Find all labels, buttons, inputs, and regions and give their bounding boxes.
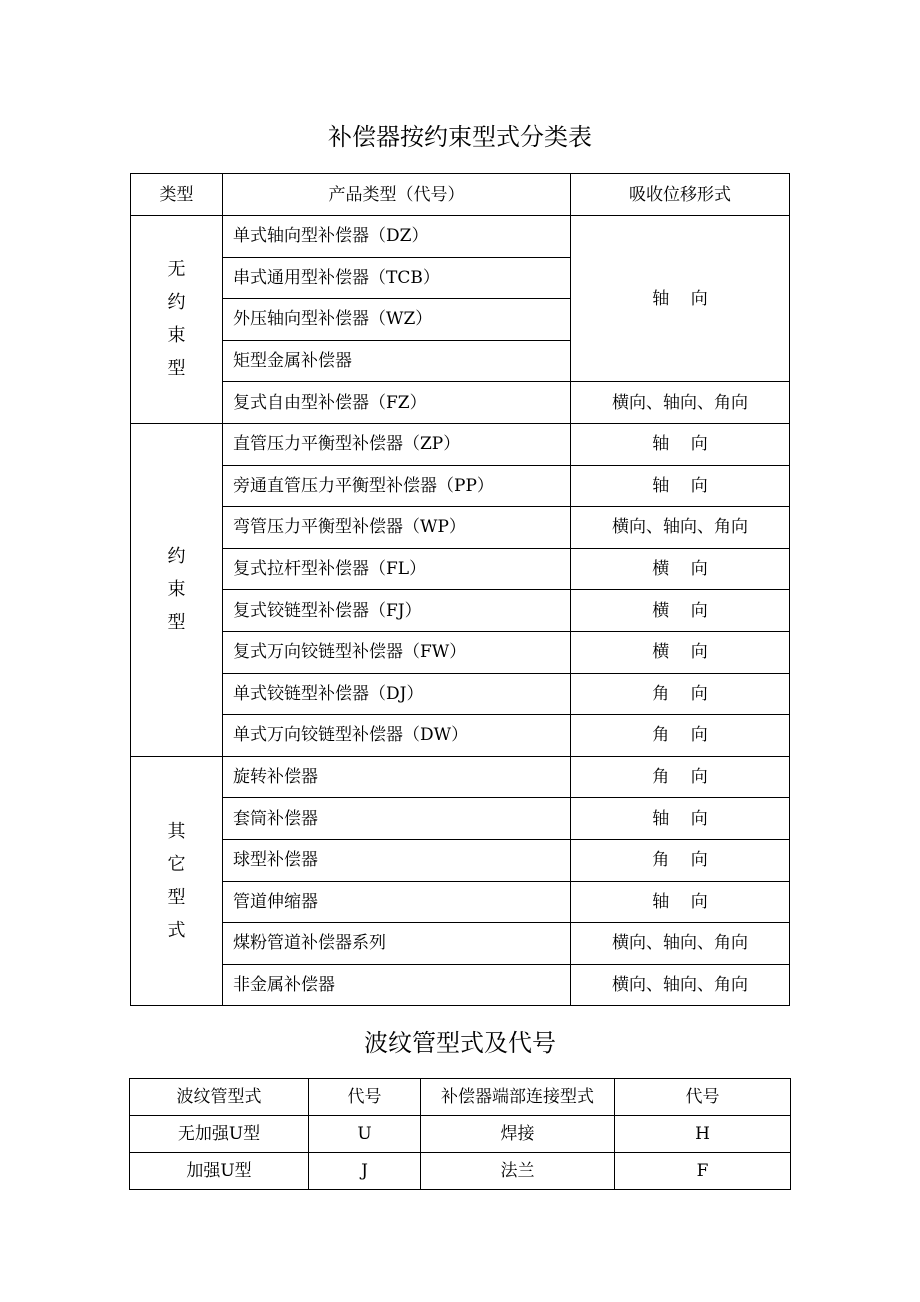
type-char: 型	[167, 887, 186, 908]
table-row	[131, 839, 790, 881]
absorption-cell: 横向、轴向、角向	[571, 382, 790, 424]
type-char: 型	[167, 358, 186, 380]
absorption-cell: 轴 向	[571, 881, 790, 923]
header-product: 产品类型（代号）	[223, 174, 571, 216]
table-row	[131, 798, 790, 840]
type-char: 约	[167, 546, 186, 568]
type-char: 式	[167, 920, 186, 941]
product-cell: 直管压力平衡型补偿器（ZP）	[223, 423, 571, 465]
absorption-cell: 横 向	[571, 590, 790, 632]
product-cell: 旁通直管压力平衡型补偿器（PP）	[223, 465, 571, 507]
table-cell: 法兰	[421, 1153, 615, 1190]
table-row	[131, 881, 790, 923]
table-row	[131, 923, 790, 965]
table-row	[131, 715, 790, 757]
table-cell: 焊接	[421, 1116, 615, 1153]
type-char: 型	[167, 612, 186, 634]
table1-title: 补偿器按约束型式分类表	[328, 123, 592, 151]
header-code: 代号	[309, 1079, 421, 1116]
table-cell: 加强U型	[130, 1153, 309, 1190]
product-cell: 串式通用型补偿器（TCB）	[223, 257, 571, 299]
header-end-connection: 补偿器端部连接型式	[421, 1079, 615, 1116]
table-row	[130, 1153, 791, 1190]
table-cell: H	[615, 1116, 791, 1153]
absorption-cell: 横向、轴向、角向	[571, 923, 790, 965]
product-cell: 套筒补偿器	[223, 798, 571, 840]
table-row	[131, 465, 790, 507]
type-char: 它	[167, 854, 186, 875]
table-row	[130, 1116, 791, 1153]
bellows-type-code-table	[129, 1078, 791, 1190]
absorption-cell: 轴 向	[571, 465, 790, 507]
table-row	[131, 631, 790, 673]
table-row	[131, 216, 790, 258]
table-row	[131, 590, 790, 632]
compensator-classification-table	[130, 173, 790, 1006]
absorption-cell: 轴 向	[571, 798, 790, 840]
absorption-cell: 横 向	[571, 631, 790, 673]
absorption-cell: 横向、轴向、角向	[571, 964, 790, 1006]
product-cell: 球型补偿器	[223, 839, 571, 881]
absorption-cell: 角 向	[571, 673, 790, 715]
type-char: 其	[167, 821, 186, 842]
product-cell: 管道伸缩器	[223, 881, 571, 923]
type-char: 无	[167, 259, 186, 281]
table-cell: F	[615, 1153, 791, 1190]
header-bellows-type: 波纹管型式	[130, 1079, 309, 1116]
table-row	[131, 382, 790, 424]
table-cell: U	[309, 1116, 421, 1153]
product-cell: 旋转补偿器	[223, 756, 571, 798]
product-cell: 弯管压力平衡型补偿器（WP）	[223, 507, 571, 549]
product-cell: 煤粉管道补偿器系列	[223, 923, 571, 965]
type-char: 束	[167, 325, 186, 347]
product-cell: 单式轴向型补偿器（DZ）	[223, 216, 571, 258]
table-row	[131, 756, 790, 798]
product-cell: 复式万向铰链型补偿器（FW）	[223, 631, 571, 673]
absorption-cell: 轴 向	[571, 423, 790, 465]
table-row	[131, 964, 790, 1006]
type-char: 约	[167, 292, 186, 314]
table-row	[131, 673, 790, 715]
product-cell: 矩型金属补偿器	[223, 340, 571, 382]
absorption-cell: 角 向	[571, 839, 790, 881]
absorption-cell: 轴 向	[571, 216, 790, 382]
absorption-cell: 角 向	[571, 715, 790, 757]
absorption-cell: 横 向	[571, 548, 790, 590]
table1-header-row	[131, 174, 790, 216]
product-cell: 非金属补偿器	[223, 964, 571, 1006]
product-cell: 复式铰链型补偿器（FJ）	[223, 590, 571, 632]
table2-header-row	[130, 1079, 791, 1116]
product-cell: 单式万向铰链型补偿器（DW）	[223, 715, 571, 757]
table-cell: 无加强U型	[130, 1116, 309, 1153]
product-cell: 复式自由型补偿器（FZ）	[223, 382, 571, 424]
table-row	[131, 548, 790, 590]
group-type-cell	[131, 216, 223, 424]
product-cell: 外压轴向型补偿器（WZ）	[223, 299, 571, 341]
header-absorption: 吸收位移形式	[571, 174, 790, 216]
table-row	[131, 507, 790, 549]
absorption-cell: 横向、轴向、角向	[571, 507, 790, 549]
group-type-cell	[131, 756, 223, 1006]
product-cell: 复式拉杆型补偿器（FL）	[223, 548, 571, 590]
absorption-cell: 角 向	[571, 756, 790, 798]
table-row	[131, 423, 790, 465]
table-cell: J	[309, 1153, 421, 1190]
header-code: 代号	[615, 1079, 791, 1116]
table2-title: 波纹管型式及代号	[364, 1029, 556, 1057]
type-char: 束	[167, 579, 186, 601]
product-cell: 单式铰链型补偿器（DJ）	[223, 673, 571, 715]
group-type-cell	[131, 423, 223, 756]
header-type: 类型	[131, 174, 223, 216]
